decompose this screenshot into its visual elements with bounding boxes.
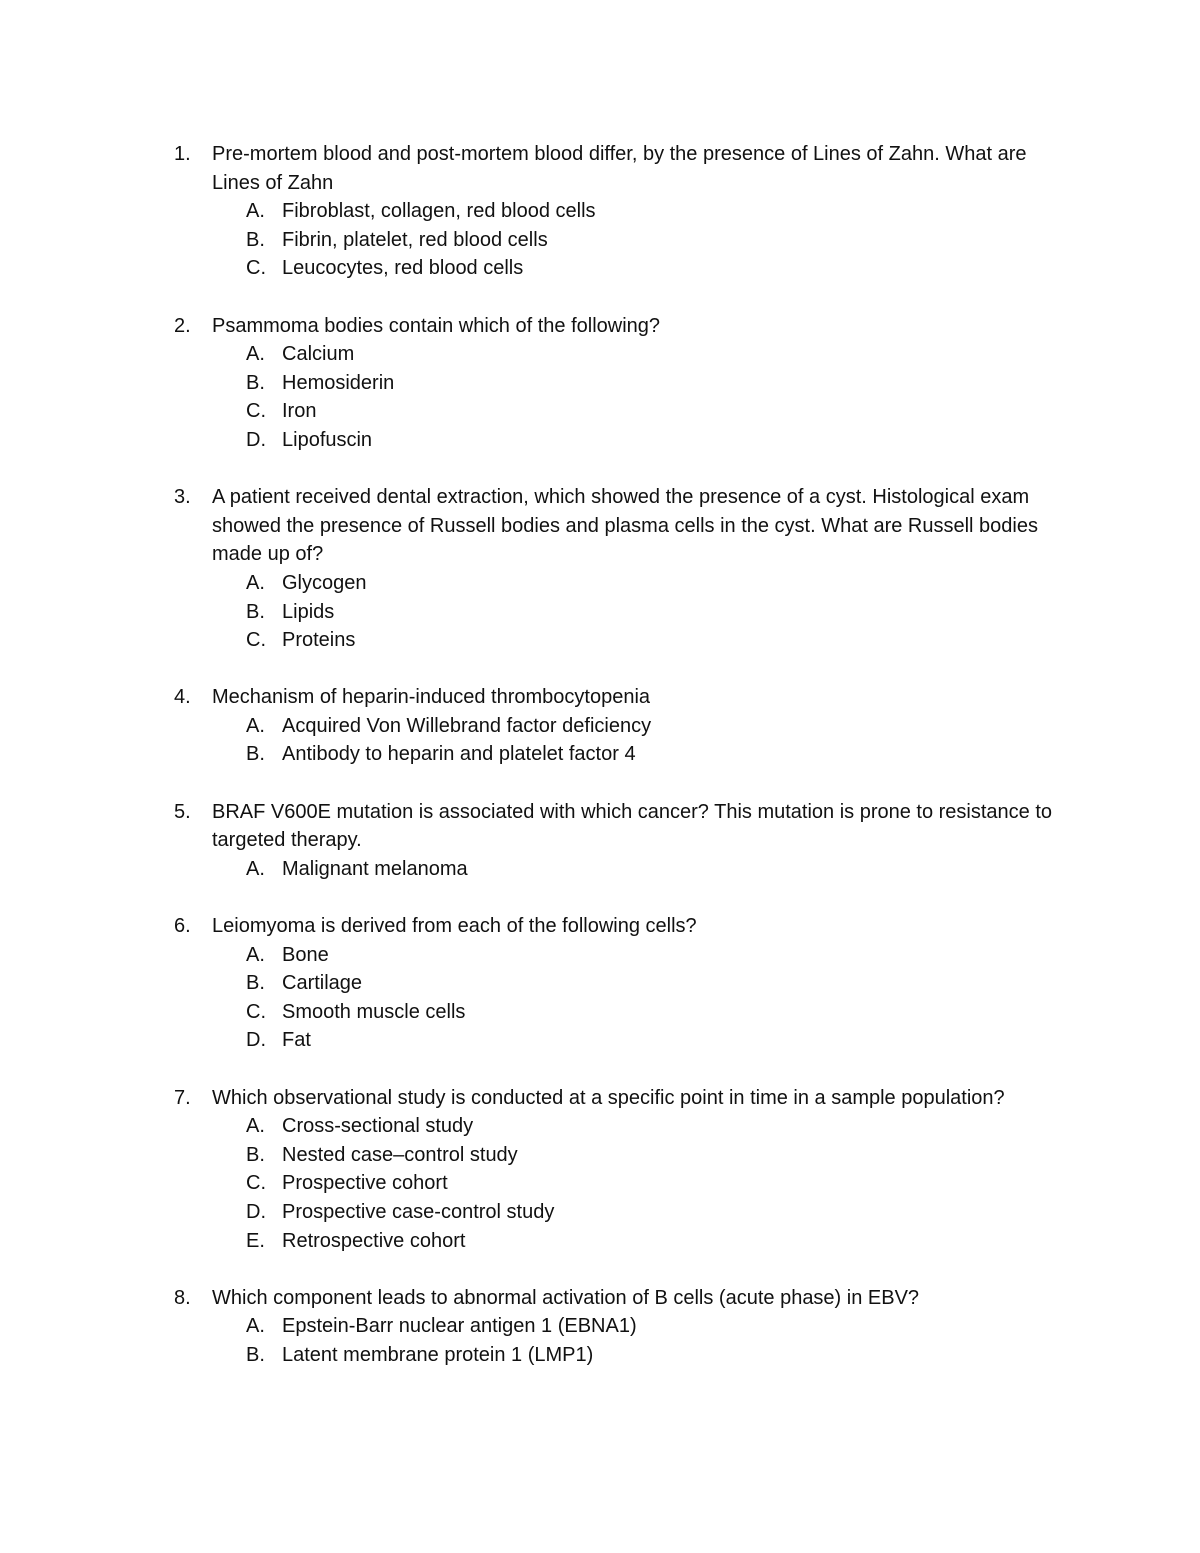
question-stem: [0, 483, 1200, 569]
question-number: 4.: [174, 686, 191, 709]
answer-option: [0, 1141, 1200, 1170]
answer-option: [0, 1312, 1200, 1341]
question-number: 2.: [174, 314, 191, 337]
answer-option: [0, 1169, 1200, 1198]
answer-option: [0, 740, 1200, 769]
option-letter: A.: [246, 943, 265, 966]
question-item: [0, 683, 1200, 769]
option-text: Smooth muscle cells: [282, 1000, 466, 1023]
question-number: 1.: [174, 143, 191, 165]
question-list: [0, 140, 1200, 1398]
option-text: Calcium: [282, 343, 355, 366]
question-text: A patient received dental extraction, which showed the presence of a cyst. Histological exam showed the presence of Russell bodies and plasma cells in the cyst. What are Russell bodies made up of?: [212, 486, 1038, 566]
option-text: Bone: [282, 943, 329, 966]
option-text: Nested case–control study: [282, 1143, 518, 1166]
answer-option: [0, 369, 1200, 398]
answer-options: [0, 941, 1200, 1055]
option-text: Prospective case-control study: [282, 1200, 555, 1223]
answer-option: [0, 1198, 1200, 1227]
answer-option: [0, 226, 1200, 255]
answer-option: [0, 1227, 1200, 1256]
answer-options: [0, 197, 1200, 283]
question-stem: [0, 1284, 1200, 1313]
answer-option: [0, 340, 1200, 369]
option-text: Iron: [282, 400, 317, 423]
answer-options: [0, 1312, 1200, 1369]
question-stem: [0, 798, 1200, 855]
answer-option: [0, 1026, 1200, 1055]
question-number: 6.: [174, 915, 191, 938]
option-letter: A.: [246, 571, 265, 594]
question-item: [0, 312, 1200, 455]
answer-option: [0, 598, 1200, 627]
option-text: Epstein-Barr nuclear antigen 1 (EBNA1): [282, 1315, 637, 1338]
option-letter: A.: [246, 714, 265, 737]
question-item: [0, 140, 1200, 283]
answer-option: [0, 998, 1200, 1027]
question-stem: [0, 140, 1200, 197]
question-item: [0, 798, 1200, 884]
option-letter: C.: [246, 257, 266, 280]
option-text: Lipofuscin: [282, 428, 373, 451]
option-letter: A.: [246, 1315, 265, 1338]
option-letter: D.: [246, 428, 266, 451]
answer-option: [0, 569, 1200, 598]
option-letter: A.: [246, 200, 265, 223]
option-letter: B.: [246, 1343, 265, 1366]
option-letter: B.: [246, 743, 265, 766]
answer-option: [0, 397, 1200, 426]
option-letter: B.: [246, 972, 265, 995]
answer-option: [0, 254, 1200, 283]
option-letter: B.: [246, 1143, 265, 1166]
question-number: 5.: [174, 800, 191, 823]
option-letter: A.: [246, 1115, 265, 1138]
option-letter: A.: [246, 857, 265, 880]
option-text: Latent membrane protein 1 (LMP1): [282, 1343, 594, 1366]
option-letter: B.: [246, 228, 265, 251]
answer-option: [0, 712, 1200, 741]
option-letter: C.: [246, 1000, 266, 1023]
question-text: Which observational study is conducted at a specific point in time in a sample population?: [212, 1086, 1005, 1109]
question-text: BRAF V600E mutation is associated with which cancer? This mutation is prone to resistance to targeted therapy.: [212, 800, 1053, 852]
option-text: Acquired Von Willebrand factor deficiency: [282, 714, 652, 737]
option-letter: C.: [246, 629, 266, 652]
option-text: Prospective cohort: [282, 1172, 448, 1195]
option-letter: C.: [246, 1172, 266, 1195]
option-letter: C.: [246, 400, 266, 423]
option-text: Fat: [282, 1029, 311, 1052]
answer-option: [0, 969, 1200, 998]
option-text: Fibrin, platelet, red blood cells: [282, 228, 548, 251]
option-letter: B.: [246, 371, 265, 394]
answer-options: [0, 340, 1200, 454]
option-text: Glycogen: [282, 571, 367, 594]
question-stem: [0, 312, 1200, 341]
option-text: Hemosiderin: [282, 371, 395, 394]
question-stem: [0, 912, 1200, 941]
question-text: Pre-mortem blood and post-mortem blood differ, by the presence of Lines of Zahn. What are Lines of Zahn: [212, 143, 1027, 194]
answer-option: [0, 1112, 1200, 1141]
option-text: Retrospective cohort: [282, 1229, 466, 1252]
option-text: Proteins: [282, 629, 356, 652]
answer-option: [0, 626, 1200, 655]
question-text: Psammoma bodies contain which of the following?: [212, 314, 661, 337]
option-letter: A.: [246, 343, 265, 366]
answer-option: [0, 197, 1200, 226]
option-text: Fibroblast, collagen, red blood cells: [282, 200, 596, 223]
answer-option: [0, 426, 1200, 455]
option-text: Lipids: [282, 600, 335, 623]
question-text: Mechanism of heparin-induced thrombocytopenia: [212, 686, 651, 709]
answer-option: [0, 941, 1200, 970]
question-item: [0, 483, 1200, 655]
option-text: Leucocytes, red blood cells: [282, 257, 524, 280]
question-number: 8.: [174, 1286, 191, 1309]
answer-option: [0, 855, 1200, 884]
option-letter: D.: [246, 1200, 266, 1223]
question-stem: [0, 683, 1200, 712]
option-letter: D.: [246, 1029, 266, 1052]
option-text: Malignant melanoma: [282, 857, 468, 880]
question-item: [0, 912, 1200, 1055]
question-number: 7.: [174, 1086, 191, 1109]
answer-options: [0, 1112, 1200, 1255]
answer-options: [0, 569, 1200, 655]
option-letter: E.: [246, 1229, 265, 1252]
question-text: Which component leads to abnormal activation of B cells (acute phase) in EBV?: [212, 1286, 920, 1309]
question-item: [0, 1084, 1200, 1256]
answer-option: [0, 1341, 1200, 1370]
option-letter: B.: [246, 600, 265, 623]
question-stem: [0, 1084, 1200, 1113]
option-text: Cross-sectional study: [282, 1115, 474, 1138]
answer-options: [0, 712, 1200, 769]
question-item: [0, 1284, 1200, 1370]
option-text: Antibody to heparin and platelet factor 4: [282, 743, 636, 766]
question-text: Leiomyoma is derived from each of the following cells?: [212, 915, 697, 938]
question-number: 3.: [174, 486, 191, 509]
option-text: Cartilage: [282, 972, 363, 995]
answer-options: [0, 855, 1200, 884]
